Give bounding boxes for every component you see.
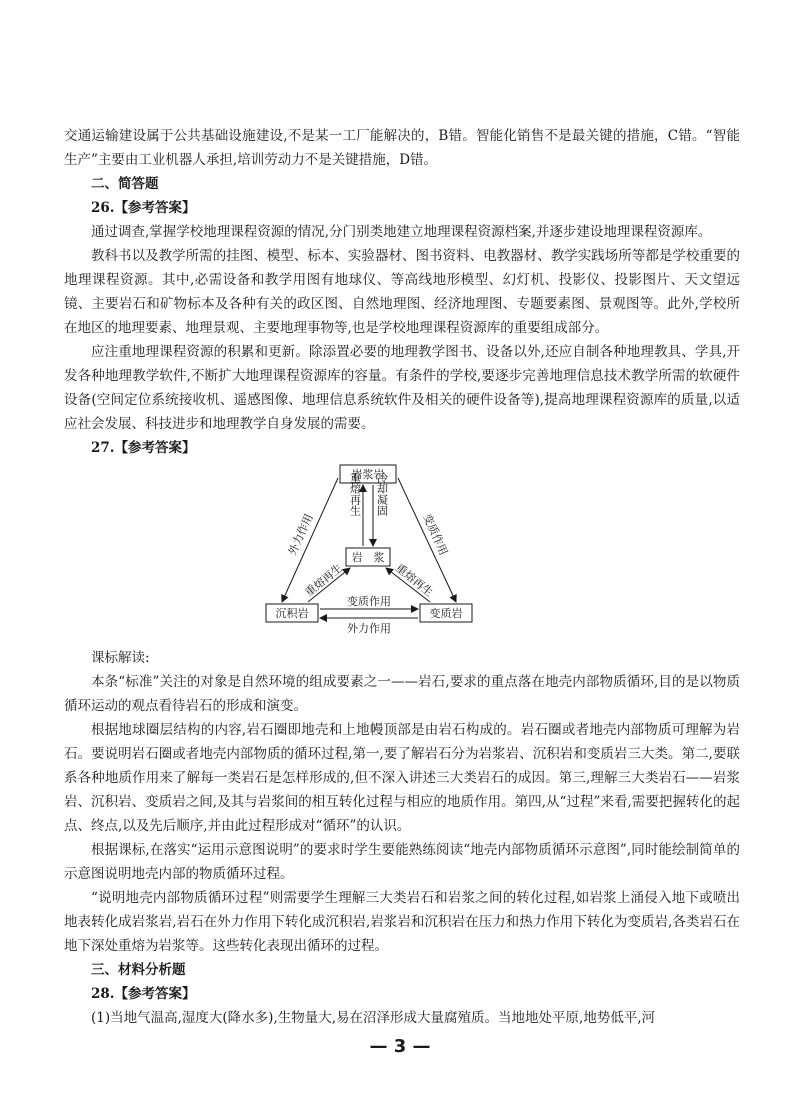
q27-paragraph-2: 本条“标准”关注的对象是自然环境的组成要素之一——岩石,要求的重点落在地壳内部物质循环,目的是以物质循环运动的观点看待岩石的形成和演变。 (64, 674, 740, 714)
page-number: — 3 — (369, 1036, 431, 1057)
q26-paragraph-1: 通过调查,掌握学校地理课程资源的情况,分门别类地建立地理课程资源档案,并逐步建设地理课程资源库。 (91, 224, 712, 240)
label-left-side: 外力作用 (285, 511, 316, 558)
box-metamorphic-label: 变质岩 (429, 607, 463, 620)
label-cool-vertical: 冷却凝固 (375, 472, 389, 516)
label-bottom-metamorphism: 变质作用 (347, 595, 391, 608)
q27-paragraph-4: 根据课标,在落实“运用示意图说明”的要求时学生要能熟练阅读“地壳内部物质循环示意图”,同时能绘制简单的示意图说明地壳内部的物质循环过程。 (64, 842, 740, 882)
box-sedimentary-label: 沉积岩 (275, 607, 309, 620)
section-heading-material-analysis: 三、材料分析题 (91, 962, 186, 978)
label-right-inner: 重熔再生 (393, 561, 436, 600)
q26-paragraph-2: 教科书以及教学所需的挂图、模型、标本、实验器材、图书资料、电教器材、教学实践场所等都是学校重要的地理课程资源。其中,必需设备和教学用图有地球仪、等高线地形模型、幻灯机、投影仪、投影图片、天文望远镜、主要岩石和矿物标本及各种有关的政区图、自然地理图、经济地理图、专题要素图、景观图等。此外,学校所在地区的地理要素、地理景观、主要地理事物等,也是学校地理课程资源库的重要组成部分。 (64, 248, 740, 336)
q27-heading: 27.【参考答案】 (91, 440, 196, 456)
rock-cycle-diagram (64, 462, 740, 640)
box-magma-label: 岩 浆 (351, 551, 385, 564)
rock-cycle-svg (260, 462, 476, 638)
section-heading-short-answer: 二、简答题 (91, 176, 159, 192)
label-left-inner: 重熔再生 (302, 561, 345, 600)
q28-paragraph-1: (1)当地气温高,湿度大(降水多),生物量大,易在沼泽形成大量腐殖质。当地地处平原,地势低平,河 (91, 1010, 656, 1026)
q27-paragraph-5: “说明地壳内部物质循环过程”则需要学生理解三大类岩石和岩浆之间的转化过程,如岩浆上涌侵入地下或喷出地表转化成岩浆岩,岩石在外力作用下转化成沉积岩,岩浆岩和沉积岩在压力和热力作用下转化为变质岩,各类岩石在地下深处重熔为岩浆等。这些转化表现出循环的过程。 (64, 890, 740, 954)
box-igneous-label: 岩浆岩 (351, 468, 385, 481)
page-content (64, 124, 740, 1030)
paragraph-top: 交通运输建设属于公共基础设施建设,不是某一工厂能解决的，B错。智能化销售不是最关键的措施，C错。“智能生产”主要由工业机器人承担,培训劳动力不是关键措施，D错。 (64, 128, 740, 168)
q26-heading: 26.【参考答案】 (91, 200, 196, 216)
label-right-side: 变质作用 (420, 511, 451, 558)
q26-paragraph-3: 应注重地理课程资源的积累和更新。除添置必要的地理教学图书、设备以外,还应自制各种地理教具、学具,开发各种地理教学软件,不断扩大地理课程资源库的容量。有条件的学校,要逐步完善地理信息技术教学所需的软硬件设备(空间定位系统接收机、遥感图像、地理信息系统软件及相关的硬件设备等),提高地理课程资源库的质量,以适应社会发展、科技进步和地理教学自身发展的需要。 (64, 344, 740, 432)
label-remelt-vertical: 重熔再生 (348, 472, 362, 516)
q28-heading: 28.【参考答案】 (91, 986, 196, 1002)
q27-paragraph-3: 根据地球圈层结构的内容,岩石圈即地壳和上地幔顶部是由岩石构成的。岩石圈或者地壳内部物质可理解为岩石。要说明岩石圈或者地壳内部物质的循环过程,第一,要了解岩石分为岩浆岩、沉积岩和变质岩三大类。第二,要联系各种地质作用来了解每一类岩石是怎样形成的,但不深入讲述三大类岩石的成因。第三,理解三大类岩石——岩浆岩、沉积岩、变质岩之间,及其与岩浆间的相互转化过程与相应的地质作用。第四,从“过程”来看,需要把握转化的起点、终点,以及先后顺序,并由此过程形成对“循环”的认识。 (64, 722, 740, 834)
label-bottom-external: 外力作用 (347, 622, 391, 635)
q27-paragraph-1: 课标解读: (91, 650, 150, 666)
